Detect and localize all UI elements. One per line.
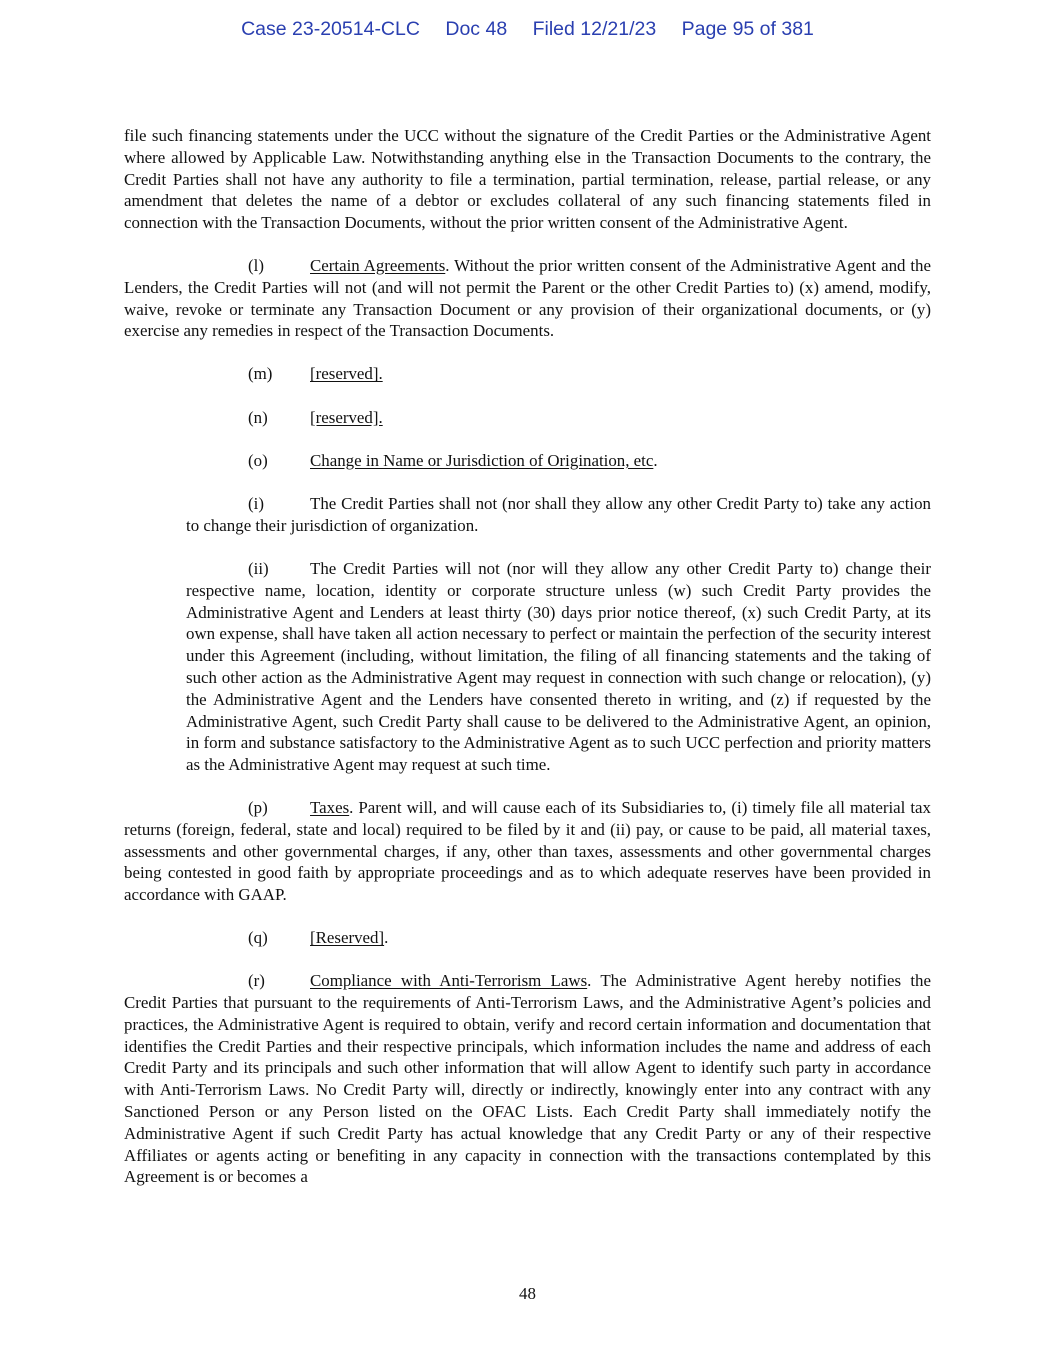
court-filing-header (0, 18, 1055, 41)
section-n (248, 407, 931, 429)
subsection-number: (i) (248, 494, 264, 514)
section-heading: [reserved]. (310, 407, 383, 427)
section-number: (o) (248, 450, 268, 470)
section-heading: [reserved]. (310, 364, 383, 384)
section-number: (n) (248, 407, 268, 427)
section-text: . The Administrative Agent hereby notifies the Credit Parties that pursuant to the requirements of Anti-Terrorism Laws, and the Administrative Agent’s policies and practices, the Administrative Agent is required to obtain, verify and record certain information and documentation that identifies the Credit Parties and their respective principals, which information includes the name and address of each Credit Party and its principals and such other information that will allow Agent to identify such party in accordance with Anti-Terrorism Laws. No Credit Party will, directly or indirectly, knowingly enter into any contract with any Sanctioned Person or any Person listed on the OFAC Lists. Each Credit Party shall immediately notify the Administrative Agent if such Credit Party has actual knowledge that any Credit Party or any of their respective Affiliates or agents acting or benefiting in any capacity in connection with the transactions contemplated by this Agreement is or becomes a (124, 971, 931, 1187)
case-number: Case 23-20514-CLC (241, 18, 420, 40)
section-text: . (384, 927, 389, 947)
paragraph-continuation: file such financing statements under the UCC without the signature of the Credit Parties or the Administrative Agent where allowed by Applicable Law. Notwithstanding anything else in the Transaction Documents to the contrary, the Credit Parties shall not have any authority to file a termination, partial termination, release, partial release, or any amendment that deletes the name of a debtor or excludes collateral of any such financing statements filed in connection with the Transaction Documents, without the prior written consent of the Administrative Agent. (124, 126, 931, 233)
section-p (124, 797, 931, 906)
subsection-o-ii (186, 558, 931, 776)
section-number: (p) (248, 797, 268, 817)
section-heading: Taxes (310, 797, 350, 817)
section-number: (l) (248, 255, 264, 275)
subsection-text: The Credit Parties will not (nor will they allow any other Credit Party to) change their respective name, location, identity or corporate structure unless (w) such Credit Party provides the Administrative Agent and Lenders at least thirty (30) days prior notice thereof, (x) such Credit Party, at its own expense, shall have taken all action necessary to perfect or maintain the perfection of the security interest under this Agreement (including, without limitation, the filing of all financing statements and the taking of such other action as the Administrative Agent may request in connection with such change or relocation), (y) the Administrative Agent and the Lenders have consented thereto in writing, and (z) if requested by the Administrative Agent, such Credit Party shall cause to be delivered to the Administrative Agent, an opinion, in form and substance satisfactory to the Administrative Agent as to such UCC perfection and priority matters as the Administrative Agent may request at such time. (186, 558, 931, 775)
page-of-total: Page 95 of 381 (681, 18, 814, 40)
page-number: 48 (519, 1284, 536, 1303)
section-heading: Certain Agreements (310, 255, 446, 275)
section-o (248, 450, 931, 472)
subsection-text: The Credit Parties shall not (nor shall they allow any other Credit Party to) take any action to change their jurisdiction of organization. (186, 494, 931, 536)
section-number: (r) (248, 971, 265, 991)
section-text: . (653, 450, 658, 470)
section-number: (q) (248, 927, 268, 947)
section-l (124, 255, 931, 342)
document-body (124, 125, 931, 1209)
section-q (248, 927, 931, 949)
section-m (248, 363, 931, 385)
document-number: Doc 48 (445, 18, 508, 40)
section-number: (m) (248, 364, 273, 384)
section-r (124, 970, 931, 1188)
section-text: . Without the prior written consent of the Administrative Agent and the Lenders, the Credit Parties will not (and will not permit the Parent or the other Credit Parties to) (x) amend, modify, waive, revoke or terminate any Transaction Document or any provision of their organizational documents, or (y) exercise any remedies in respect of the Transaction Documents. (124, 255, 931, 341)
subsection-number: (ii) (248, 558, 269, 578)
filed-date: Filed 12/21/23 (532, 18, 657, 40)
section-heading: Change in Name or Jurisdiction of Origination, etc (310, 450, 654, 470)
subsection-o-i (186, 493, 931, 537)
section-heading: [Reserved] (310, 927, 385, 947)
section-text: . Parent will, and will cause each of its Subsidiaries to, (i) timely file all material tax returns (foreign, federal, state and local) required to be filed by it and (ii) pay, or cause to be paid, all material taxes, assessments and other governmental charges, if any, other than taxes, assessments and other governmental charges being contested in good faith by appropriate proceedings and as to which adequate reserves have been provided in accordance with GAAP. (124, 797, 931, 905)
section-heading: Compliance with Anti-Terrorism Laws (310, 971, 588, 991)
